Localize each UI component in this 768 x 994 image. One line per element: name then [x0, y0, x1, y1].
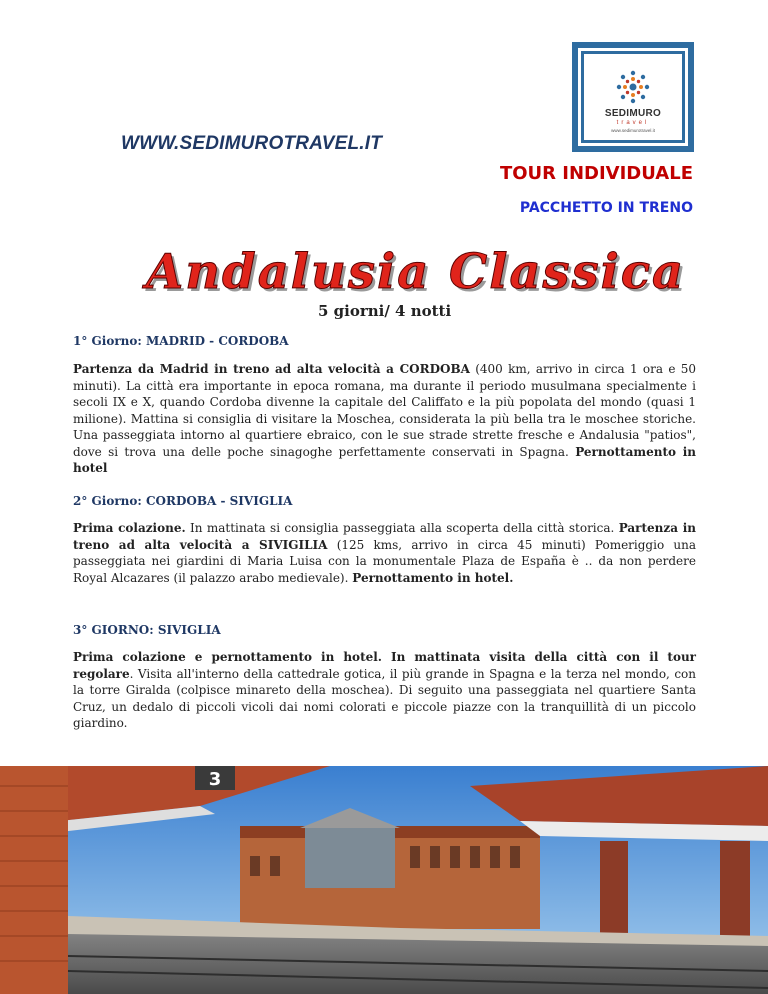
- logo-subtitle: travel: [616, 120, 650, 126]
- day-3-title: 3° GIORNO: SIVIGLIA: [73, 623, 221, 637]
- text-segment: (400 km, arrivo in circa 1 ora e 50 minuti). La città era importante in epoca romana, ma durante il periodo musulmana specialmente i secoli IX e X, quando Cordoba divenne la capitale del Califfato e la più popolata del mondo (quasi 1 milione). Mattina si consiglia di visitare la Moschea, considerata la più bella tra le moschee storiche. Una passeggiata intorno al quartiere ebraico, con le sue strade strette fresche e Andalusia "patios", dove si trova una delle poche sinagoghe perfettamente conservati in Spagna.: [73, 362, 696, 459]
- train-station-photo: [0, 766, 768, 994]
- logo-website: www.sedimurotravel.it: [611, 128, 655, 133]
- tour-type-heading: TOUR INDIVIDUALE: [499, 163, 693, 184]
- day-1-title: 1° Giorno: MADRID - CORDOBA: [73, 334, 289, 348]
- text-segment: Prima colazione.: [73, 521, 186, 535]
- text-segment: Partenza in treno ad alta velocità a SIVIGILIA: [73, 521, 696, 552]
- day-1-description: [73, 361, 696, 477]
- duration-label: 5 giorni/ 4 notti: [318, 302, 452, 320]
- text-segment: Pernottamento in hotel: [73, 444, 697, 475]
- day-2-description: [73, 520, 696, 586]
- mandala-icon: [616, 70, 650, 104]
- text-segment: Pernottamento in hotel.: [352, 570, 514, 585]
- text-segment: Prima colazione e pernottamento in hotel. In mattinata visita della città con il tour regolare: [73, 650, 696, 681]
- platform-sign: 3: [208, 769, 222, 790]
- text-segment: In mattinata si consiglia passeggiata alla scoperta della città storica.: [185, 521, 619, 535]
- text-segment: . Visita all'interno della cattedrale gotica, il più grande in Spagna e la terza nel mondo, con la torre Giralda (colpisce minareto della moschea). Di seguito una passeggiata nel quartiere Santa Cruz, un dedalo di piccoli vicoli dai nomi colorati e piccole piazze con la tranquillità di un piccolo giardino.: [73, 666, 696, 730]
- site-url[interactable]: WWW.SEDIMUROTRAVEL.IT: [121, 133, 383, 154]
- text-segment: (125 kms, arrivo in circa 45 minuti) Pomeriggio una passeggiata nei giardini di Maria Luisa con la monumentale Plaza de España è .. da non perdere Royal Alcazares (il palazzo arabo medievale).: [73, 537, 696, 585]
- day-3-description: [73, 649, 696, 732]
- day-2-title: 2° Giorno: CORDOBA - SIVIGLIA: [73, 494, 293, 508]
- package-heading: PACCHETTO IN TRENO: [519, 200, 693, 216]
- main-title: Andalusia Classica: [146, 244, 686, 300]
- text-segment: Partenza da Madrid in treno ad alta velocità a CORDOBA: [73, 362, 470, 376]
- logo-name: SEDIMURO: [604, 108, 662, 119]
- company-logo: [572, 42, 694, 152]
